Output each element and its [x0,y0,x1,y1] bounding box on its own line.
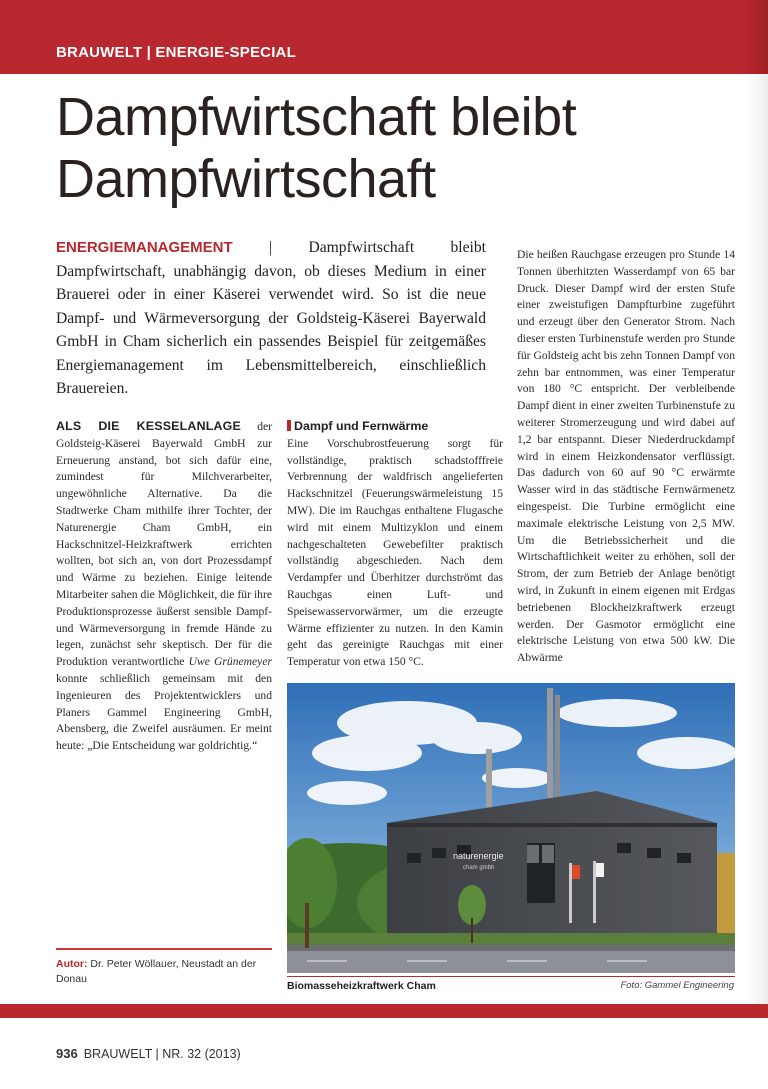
footer-bar [0,1004,768,1018]
column-3-text: Die heißen Rauchgase erzeugen pro Stunde 14 Tonnen überhitzten Wasserdampf von 65 bar Druck. Dieser Dampf wird der ersten Stufe einer zweistufigen Dampfturbine zugeführt und erzeugt über den Generator Strom. Nach dieser ersten Turbinenstufe werden pro Stunde für Goldsteig acht bis zehn Tonnen Dampf von zehn bar entnommen, was einer Temperatur von 180 °C entspricht. Der verbleibende Dampf dient in einer zweiten Turbinenstufe zu weiterer Stromerzeugung und wird dabei auf 1,2 bar entspannt. Dieser Niederdruckdampf wird in einem Heizkondensator verflüssigt. Das dadurch von 60 auf 90 °C erwärmte Wasser wird in das städtische Fernwärmenetz eingespeist. Die Turbine ermöglicht eine maximale elektrische Leistung von 2,5 MW. Um die Betriebssicherheit und die Wirtschaftlichkeit weiter zu erhöhen, soll der Strom, der zum Betrieb der Anlage benötigt wird, in Zukunft in einem eigenen mit Erdgas betriebenen Blockheizkraftwerk erzeugt werden. Der Gasmotor ermöglicht eine elektrische Leistung von etwa 500 kW. Die Abwärme [517,248,735,665]
column-1-text-a: der Goldsteig-Käserei Bayerwald GmbH zur Erneuerung anstand, bot sich dafür eine, zumindest für Milchverarbeiter, ungewöhnliche Alternative. Da die Stadtwerke Cham mithilfe ihrer Tochter, der Naturenergie Cham GmbH, ein Hackschnitzel-Heizkraftwerk errichten wollten, bot sich an, von dort Prozessdampf und Wärme zu beziehen. Einige leitende Mitarbeiter sahen die Möglichkeit, die für ihre Produktionsprozesse äußerst sensible Dampf- und Wärmeversorgung in fremde Hände zu legen, zunächst sehr skeptisch. Der für die Produktion verantwortliche [56,420,272,669]
page-footer [56,1046,241,1061]
power-plant-photo [287,683,735,973]
building-sign: naturenergie [453,851,504,861]
article-title: Dampfwirtschaft bleibt Dampfwirtschaft [56,87,577,209]
column-1-text-b: konnte schließlich gemeinsam mit den Ingenieuren des Projektentwicklers und Planers Gammel Engineering GmbH, Abensberg, die Zweifel ausräumen. Er meint heute: „Die Entscheidung war goldrichtig.“ [56,671,272,753]
column-1-kicker: ALS DIE KESSELANLAGE [56,419,241,433]
header-bar [0,0,768,74]
header-bar-edge [746,0,768,74]
column-2 [287,418,503,671]
column-2-text: Eine Vorschubrostfeuerung sorgt für vollständige, praktisch schadstofffreie Verbrennung der waldfrisch angelieferten Hackschnitzel (Feuerungswärmeleistung 15 MW). Die im Rauchgas enthaltene Flugasche wird mit einem Multizyklon und einem nachgeschalteten Gewebefilter praktisch vollständig abgeschieden. Nach dem Verdampfer und Überhitzer durchströmt das Rauchgas einen Luft- und Speisewasservorwärmer, um die erzeugte Wärme effizienter zu nutzen. In den Kamin geht das gereinigte Rauchgas mit einer Temperatur von etwa 150 °C. [287,436,503,669]
page-number: 936 [56,1046,78,1061]
author-name: Dr. Peter Wöllauer, Neustadt an der Donau [56,958,257,985]
heading-marker [287,420,291,431]
photo-credit: Foto: Gammel Engineering [620,980,734,991]
column-1-person: Uwe Grünemeyer [188,655,272,669]
column-2-heading-text: Dampf und Fernwärme [294,419,429,433]
caption-rule [287,976,735,977]
section-label: BRAUWELT | ENERGIE-SPECIAL [56,44,296,61]
author-credit [56,957,272,987]
author-rule [56,948,272,950]
building-sign-sub: cham gmbh [463,865,495,871]
column-1 [56,418,272,755]
article-lead [56,236,486,401]
page-edge-shadow [748,74,768,1004]
column-3 [517,247,735,667]
publication-info: BRAUWELT | NR. 32 (2013) [83,1047,241,1061]
lead-kicker: ENERGIEMANAGEMENT [56,239,233,256]
column-2-heading [287,418,503,435]
photo-caption: Biomasseheizkraftwerk Cham [287,980,436,992]
author-label: Autor: [56,958,88,970]
lead-text: | Dampfwirtschaft bleibt Dampfwirtschaft, unabhängig davon, ob dieses Medium in einer Brauerei oder in einer Käserei verwendet wird. So ist die neue Dampf- und Wärmeversorgung der Goldsteig-Käserei Bayerwald GmbH in Cham sicherlich ein passendes Beispiel für zeitgemäßes Energiemanagement im Lebensmittelbereich, einschließlich Brauereien. [56,239,486,397]
